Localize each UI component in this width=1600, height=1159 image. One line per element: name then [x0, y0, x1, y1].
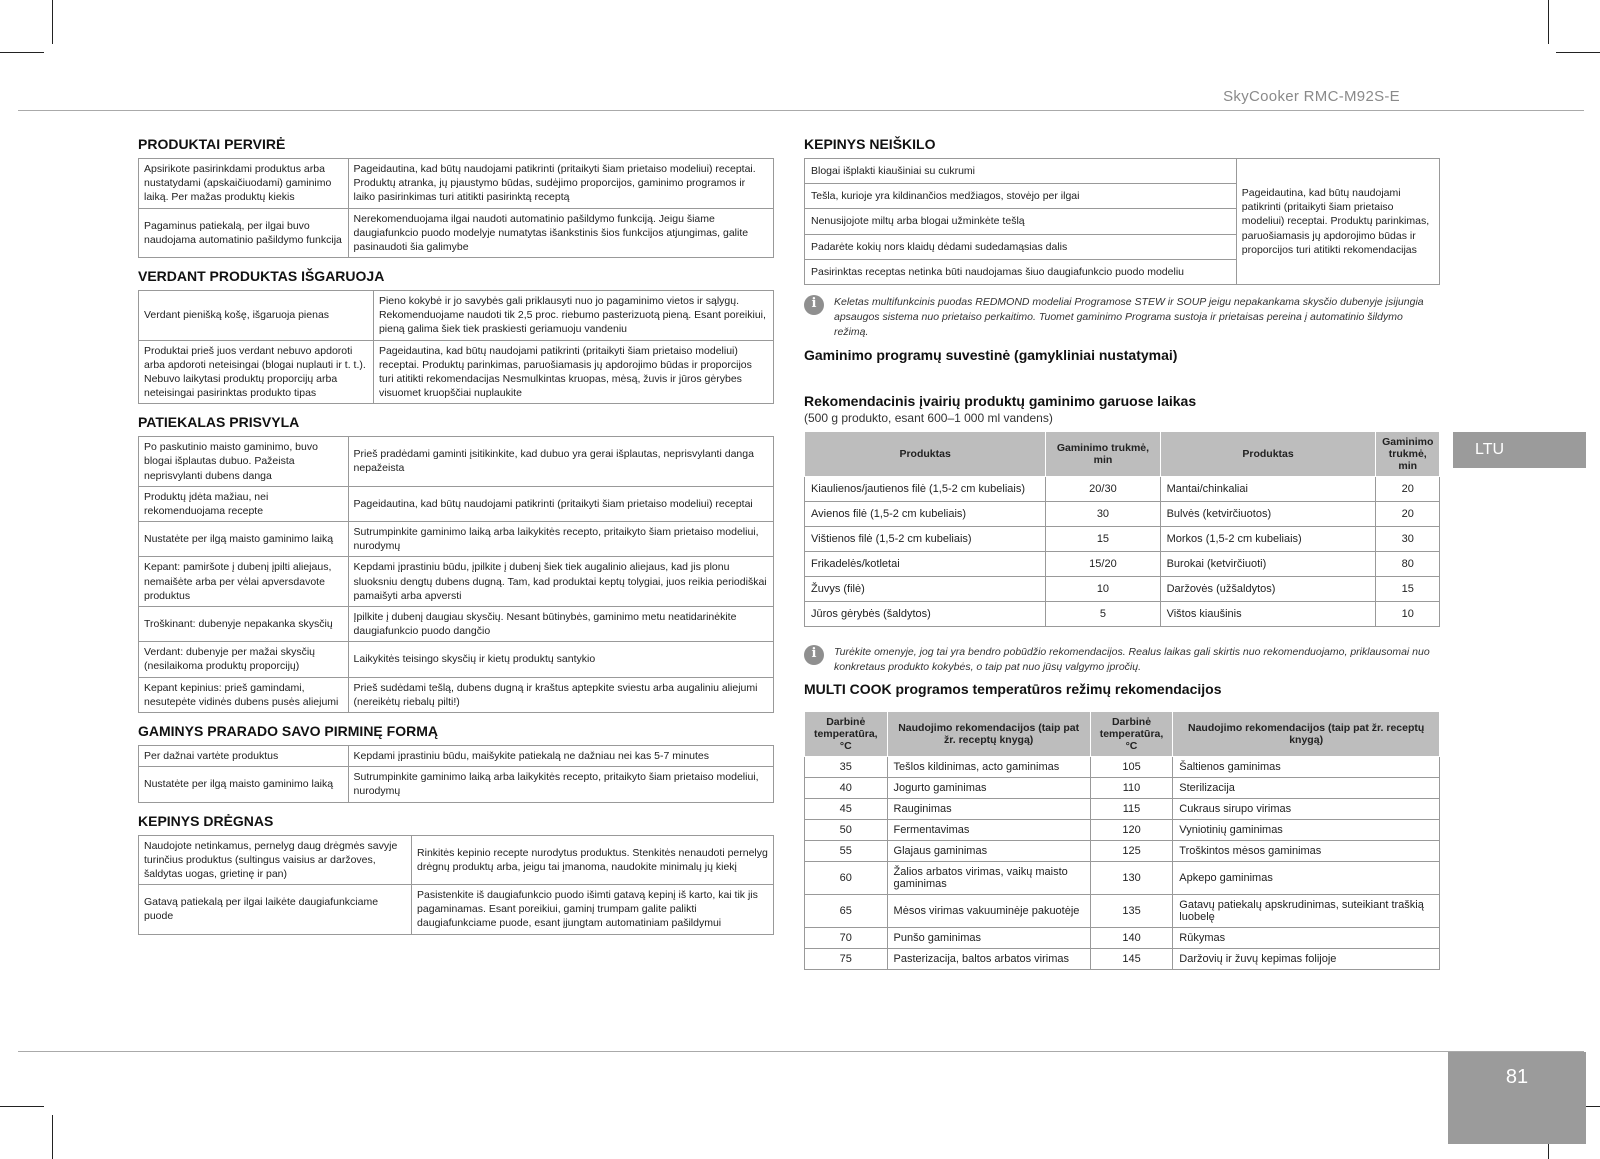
solution-cell: Pageidautina, kad būtų naudojami patikrinti (pritaikyti šiam prietaiso modeliui) receptai. Produktų parinkimas, paruošiamasis jų apdorojimo būdas ir proporcijos turi atitikti rekomendacijas Nesmulkintas kruopas, mėsą, žuvis ir jūros gėrybes visuomet kruopščiai nuplaukite — [373, 340, 773, 404]
problem-cell: Naudojote netinkamus, pernelyg daug drėgmės savyje turinčius produktus (sultingus vaisius ar daržoves, šaldytas uogas, grietinę ir pan) — [139, 835, 412, 885]
column-header: Darbinė temperatūra, °C — [805, 712, 888, 757]
language-tab: LTU — [1453, 432, 1586, 468]
table-row — [139, 208, 774, 258]
header-rule — [18, 110, 1584, 111]
kepinys-section-title: KEPINYS NEIŠKILO — [804, 136, 936, 152]
crop-mark — [0, 1106, 44, 1107]
table-row — [139, 522, 774, 557]
solution-cell: Rinkitės kepinio recepte nurodytus produktus. Stenkitės nenaudoti pernelyg drėgnų produktų arba, jeigu tai įmanoma, naudokite minimalų jų kiekį — [412, 835, 774, 885]
solution-cell: Pageidautina, kad būtų naudojami patikrinti (pritaikyti šiam prietaiso modeliui) receptai — [348, 486, 773, 521]
table-cell: 80 — [1376, 551, 1440, 576]
note-text: Keletas multifunkcinis puodas REDMOND modeliai Programose STEW ir SOUP jeigu nepakankama skysčio dubenyje įsijungia apsaugos sistema nuo prietaiso perkaitimo. Tuomet gaminimo Programa sustoja ir prietaisas pereina į automatinio šildymo režimą. — [834, 295, 1424, 339]
info-note — [804, 645, 1440, 675]
table-cell: 10 — [1046, 576, 1160, 601]
table-cell: 135 — [1090, 895, 1173, 928]
table-row — [805, 501, 1440, 526]
section-title: PATIEKALAS PRISVYLA — [138, 414, 300, 431]
solution-cell: Pieno kokybė ir jo savybės gali priklausyti nuo jo pagaminimo vietos ir sąlygų. Rekomenduojame naudoti tik 2,5 proc. riebumo pasterizuotą pieną. Esant poreikiui, pieną galima šiek tiek praskiesti geriamuoju vandeniu — [373, 291, 773, 341]
table-row — [139, 767, 774, 802]
column-header: Naudojimo rekomendacijos (taip pat žr. receptų knygą) — [887, 712, 1090, 757]
table-row — [139, 745, 774, 766]
table-row — [805, 576, 1440, 601]
table-row — [805, 757, 1440, 778]
solution-cell: Sutrumpinkite gaminimo laiką arba laikykitės recepto, pritaikyto šiam prietaiso modeliui, nurodymų — [348, 522, 773, 557]
table-cell: 125 — [1090, 841, 1173, 862]
info-icon: i — [804, 295, 824, 315]
solution-cell: Kepdami įprastiniu būdu, įpilkite į dubenį šiek tiek augalinio aliejaus, kad jis plonu sluoksniu dengtų dubens dugną. Tam, kad produktai keptų tolygiai, juos reikia periodiškai pamaišyti arba apversti — [348, 557, 773, 607]
table-cell: Frikadelės/kotletai — [805, 551, 1046, 576]
troubleshooting-table — [138, 158, 774, 258]
problem-cell: Blogai išplakti kiaušiniai su cukrumi — [805, 159, 1237, 184]
steam-title: Rekomendacinis įvairių produktų gaminimo garuose laikas — [804, 392, 1197, 409]
solution-cell: Sutrumpinkite gaminimo laiką arba laikykitės recepto, pritaikyto šiam prietaiso modeliui, nurodymų — [348, 767, 773, 802]
problem-cell: Nenusijojote miltų arba blogai užminkėte tešlą — [805, 209, 1237, 234]
section-title: GAMINYS PRARADO SAVO PIRMINĘ FORMĄ — [138, 722, 438, 739]
problem-cell: Produktai prieš juos verdant nebuvo apdoroti arba apdoroti neteisingai (blogai nuplauti ir t. t.). Nebuvo laikytasi produktų proporcijų arba neteisingai pasirinktas produkto tipas — [139, 340, 374, 404]
table-row — [139, 677, 774, 712]
table-cell: Rauginimas — [887, 799, 1090, 820]
table-cell: 55 — [805, 841, 888, 862]
solution-cell: Laikykitės teisingo skysčių ir kietų produktų santykio — [348, 642, 773, 677]
problem-cell: Apsirikote pasirinkdami produktus arba nustatydami (apskaičiuodami) gaminimo laiką. Per mažas produktų kiekis — [139, 159, 349, 209]
table-row — [805, 949, 1440, 970]
table-cell: 50 — [805, 820, 888, 841]
problem-cell: Per dažnai vartėte produktus — [139, 745, 349, 766]
table-row — [139, 835, 774, 885]
troubleshooting-table — [138, 745, 774, 803]
right-column — [804, 136, 1440, 978]
problem-cell: Po paskutinio maisto gaminimo, buvo blogai išplautas dubuo. Pažeista neprisvylanti dubens danga — [139, 437, 349, 487]
problem-cell: Troškinant: dubenyje nepakanka skysčių — [139, 606, 349, 641]
table-cell: Jogurto gaminimas — [887, 778, 1090, 799]
table-cell: 30 — [1376, 526, 1440, 551]
section-title: VERDANT PRODUKTAS IŠGARUOJA — [138, 268, 385, 285]
table-cell: 15 — [1376, 576, 1440, 601]
solution-cell: Pageidautina, kad būtų naudojami patikrinti (pritaikyti šiam prietaiso modeliui) receptai. Produktų atranka, jų pjaustymo būdas, sudėjimo proporcijos, gaminimo programos ir laiko pasirinkimas turi atitikti pasirinktą receptą — [348, 159, 773, 209]
table-cell: Burokai (ketvirčiuoti) — [1160, 551, 1376, 576]
table-row — [805, 526, 1440, 551]
table-row — [139, 437, 774, 487]
crop-mark — [0, 52, 44, 53]
table-cell: Troškintos mėsos gaminimas — [1173, 841, 1440, 862]
table-row — [139, 557, 774, 607]
table-row — [805, 476, 1440, 501]
table-cell: 75 — [805, 949, 888, 970]
table-cell: Mantai/chinkaliai — [1160, 476, 1376, 501]
table-row — [139, 885, 774, 935]
table-cell: Bulvės (ketvirčiuotos) — [1160, 501, 1376, 526]
table-cell: Apkepo gaminimas — [1173, 862, 1440, 895]
table-cell: 20 — [1376, 476, 1440, 501]
table-row — [139, 606, 774, 641]
table-cell: Glajaus gaminimas — [887, 841, 1090, 862]
table-row — [805, 601, 1440, 626]
table-cell: Vyniotinių gaminimas — [1173, 820, 1440, 841]
info-icon: i — [804, 645, 824, 665]
table-cell: Fermentavimas — [887, 820, 1090, 841]
table-cell: 140 — [1090, 928, 1173, 949]
footer-rule — [18, 1051, 1584, 1052]
column-header: Naudojimo rekomendacijos (taip pat žr. receptų knygą) — [1173, 712, 1440, 757]
table-cell: Sterilizacija — [1173, 778, 1440, 799]
summary-title: Gaminimo programų suvestinė (gamykliniai nustatymai) — [804, 346, 1178, 363]
table-cell: Daržovės (užšaldytos) — [1160, 576, 1376, 601]
solution-cell: Pasistenkite iš daugiafunkcio puodo išimti gatavą kepinį iš karto, kai tik jis pagaminamas. Esant poreikiui, gaminį trumpam galite palikti daugiafunkciame puode, esant įjungtam automatiniam pašildymui — [412, 885, 774, 935]
crop-mark — [1556, 52, 1600, 53]
problem-cell: Kepant: pamiršote į dubenį įpilti aliejaus, nemaišėte arba per vėlai apversdavote produktus — [139, 557, 349, 607]
table-cell: 60 — [805, 862, 888, 895]
problem-cell: Pasirinktas receptas netinka būti naudojamas šiuo daugiafunkcio puodo modeliu — [805, 259, 1237, 284]
table-cell: Žalios arbatos virimas, vaikų maisto gaminimas — [887, 862, 1090, 895]
table-row — [805, 159, 1440, 184]
table-cell: Cukraus sirupo virimas — [1173, 799, 1440, 820]
table-cell: Mėsos virimas vakuuminėje pakuotėje — [887, 895, 1090, 928]
table-cell: Pasterizacija, baltos arbatos virimas — [887, 949, 1090, 970]
column-header: Gaminimo trukmė, min — [1376, 431, 1440, 476]
table-row — [805, 841, 1440, 862]
left-column — [138, 136, 774, 945]
table-cell: 130 — [1090, 862, 1173, 895]
table-row — [805, 799, 1440, 820]
table-cell: Tešlos kildinimas, acto gaminimas — [887, 757, 1090, 778]
table-cell: 115 — [1090, 799, 1173, 820]
table-cell: 5 — [1046, 601, 1160, 626]
table-row — [805, 895, 1440, 928]
table-cell: 65 — [805, 895, 888, 928]
troubleshooting-table — [138, 436, 774, 713]
table-cell: Gatavų patiekalų apskrudinimas, suteikiant traškią luobelę — [1173, 895, 1440, 928]
table-cell: 145 — [1090, 949, 1173, 970]
table-row — [139, 642, 774, 677]
section-title: KEPINYS DRĖGNAS — [138, 812, 274, 829]
document-title: SkyCooker RMC-M92S-E — [1223, 88, 1400, 105]
table-cell: 105 — [1090, 757, 1173, 778]
column-header: Gaminimo trukmė, min — [1046, 431, 1160, 476]
crop-mark — [52, 1115, 53, 1159]
steam-subtitle: (500 g produkto, esant 600–1 000 ml vandens) — [804, 410, 1053, 425]
problem-cell: Nustatėte per ilgą maisto gaminimo laiką — [139, 522, 349, 557]
steam-table — [804, 431, 1440, 627]
table-row — [139, 291, 774, 341]
table-cell: 20 — [1376, 501, 1440, 526]
kepinys-table — [804, 158, 1440, 285]
table-cell: 10 — [1376, 601, 1440, 626]
column-header: Produktas — [1160, 431, 1376, 476]
table-cell: Jūros gėrybės (šaldytos) — [805, 601, 1046, 626]
troubleshooting-table — [138, 835, 774, 935]
column-header: Darbinė temperatūra, °C — [1090, 712, 1173, 757]
table-cell: Vištienos filė (1,5-2 cm kubeliais) — [805, 526, 1046, 551]
table-cell: 35 — [805, 757, 888, 778]
note-text: Turėkite omenyje, jog tai yra bendro pobūdžio rekomendacijos. Realus laikas gali skirtis nuo rekomenduojamo, priklausomai nuo konkretaus produkto kokybės, o taip pat nuo jūsų valgymo įpročių. — [834, 645, 1430, 673]
crop-mark — [1548, 0, 1549, 44]
solution-cell: Įpilkite į dubenį daugiau skysčių. Nesant būtinybės, gaminimo metu neatidarinėkite daugiafunkcio puodo dangčio — [348, 606, 773, 641]
table-row — [805, 928, 1440, 949]
problem-cell: Verdant: dubenyje per mažai skysčių (nesilaikoma produktų proporcijų) — [139, 642, 349, 677]
problem-cell: Verdant pienišką košę, išgaruoja pienas — [139, 291, 374, 341]
table-cell: Kiaulienos/jautienos filė (1,5-2 cm kubeliais) — [805, 476, 1046, 501]
solution-cell: Pageidautina, kad būtų naudojami patikrinti (pritaikyti šiam prietaiso modeliui) receptai. Produktų parinkimas, paruošiamasis jų apdorojimo būdas ir proporcijos turi atitikti rekomendacijas — [1236, 159, 1439, 285]
problem-cell: Tešla, kurioje yra kildinančios medžiagos, stovėjo per ilgai — [805, 184, 1237, 209]
table-row — [805, 778, 1440, 799]
table-row — [139, 486, 774, 521]
table-row — [805, 820, 1440, 841]
table-cell: 110 — [1090, 778, 1173, 799]
table-row — [139, 159, 774, 209]
table-cell: Morkos (1,5-2 cm kubeliais) — [1160, 526, 1376, 551]
problem-cell: Nustatėte per ilgą maisto gaminimo laiką — [139, 767, 349, 802]
solution-cell: Kepdami įprastiniu būdu, maišykite patiekalą ne dažniau nei kas 5-7 minutes — [348, 745, 773, 766]
crop-mark — [52, 0, 53, 44]
problem-cell: Kepant kepinius: prieš gamindami, nesutepėte vidinės dubens pusės aliejumi — [139, 677, 349, 712]
table-cell: Avienos filė (1,5-2 cm kubeliais) — [805, 501, 1046, 526]
multicook-title: MULTI COOK programos temperatūros režimų rekomendacijos — [804, 681, 1222, 698]
problem-cell: Gatavą patiekalą per ilgai laikėte daugiafunkciame puode — [139, 885, 412, 935]
table-cell: Vištos kiaušinis — [1160, 601, 1376, 626]
problem-cell: Produktų įdėta mažiau, nei rekomenduojama recepte — [139, 486, 349, 521]
table-cell: 45 — [805, 799, 888, 820]
table-cell: Rūkymas — [1173, 928, 1440, 949]
problem-cell: Padarėte kokių nors klaidų dėdami sudedamąsias dalis — [805, 234, 1237, 259]
info-note — [804, 295, 1440, 341]
solution-cell: Prieš pradėdami gaminti įsitikinkite, kad dubuo yra gerai išplautas, neprisvylanti danga nepažeista — [348, 437, 773, 487]
column-header: Produktas — [805, 431, 1046, 476]
table-row — [139, 340, 774, 404]
table-row — [805, 551, 1440, 576]
table-cell: Punšo gaminimas — [887, 928, 1090, 949]
problem-cell: Pagaminus patiekalą, per ilgai buvo naudojama automatinio pašildymo funkcija — [139, 208, 349, 258]
table-cell: Žuvys (filė) — [805, 576, 1046, 601]
table-cell: 70 — [805, 928, 888, 949]
troubleshooting-table — [138, 290, 774, 404]
solution-cell: Prieš sudėdami tešlą, dubens dugną ir kraštus aptepkite sviestu arba augaliniu aliejumi (nereikėtų riebalų pilti!) — [348, 677, 773, 712]
table-cell: 40 — [805, 778, 888, 799]
table-cell: 15 — [1046, 526, 1160, 551]
table-row — [805, 862, 1440, 895]
table-cell: Daržovių ir žuvų kepimas folijoje — [1173, 949, 1440, 970]
multicook-table — [804, 711, 1440, 970]
section-title: PRODUKTAI PERVIRĖ — [138, 136, 286, 152]
table-cell: 120 — [1090, 820, 1173, 841]
page-number: 81 — [1448, 1052, 1586, 1144]
table-cell: 15/20 — [1046, 551, 1160, 576]
table-cell: 30 — [1046, 501, 1160, 526]
table-cell: 20/30 — [1046, 476, 1160, 501]
table-cell: Šaltienos gaminimas — [1173, 757, 1440, 778]
solution-cell: Nerekomenduojama ilgai naudoti automatinio pašildymo funkciją. Jeigu šiame daugiafunkcio puodo modelyje numatytas išankstinis šios funkcijos atjungimas, galite pasinaudoti šia galimybe — [348, 208, 773, 258]
